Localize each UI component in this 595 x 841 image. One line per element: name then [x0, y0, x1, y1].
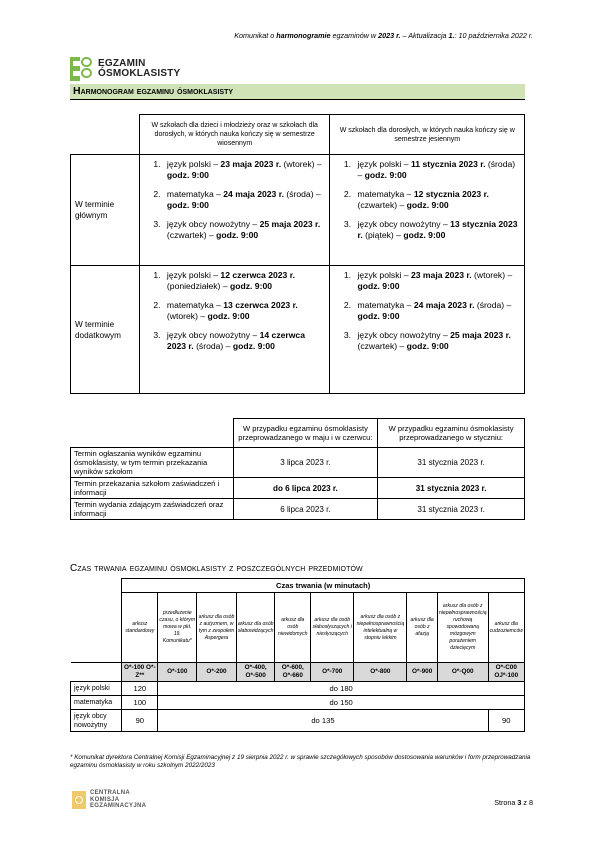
sheet-code: O*-700 — [311, 663, 354, 682]
exam-item: 1. język polski – 11 stycznia 2023 r. (środa) – godz. 9:00 — [353, 159, 520, 181]
results-row — [71, 499, 525, 520]
sheet-type-desc: arkusz dla cudzoziemców — [488, 593, 524, 663]
row-label: W terminie dodatkowym — [71, 266, 140, 394]
sheet-type-desc: arkusz standardowy — [122, 593, 158, 663]
sheet-code: O*-900 — [407, 663, 438, 682]
cke-emblem-icon — [72, 791, 86, 809]
duration-table — [70, 578, 525, 732]
duration-desc-row — [71, 593, 525, 663]
exam-item: 2. matematyka – 24 maja 2023 r. (środa) – godz. 9:00 — [163, 189, 326, 211]
exam-item: 1. język polski – 23 maja 2023 r. (wtorek) – godz. 9:00 — [353, 270, 520, 292]
footnote: * Komunikat dyrektora Centralnej Komisji Egzaminacyjnej z 19 sierpnia 2022 r. w sprawie szczegółowych sposobów dostosowania warunków i form przeprowadzania egzaminu ósmoklasisty w roku szkolnym 2022/2023 — [70, 754, 531, 769]
document-header: Komunikat o harmonogramie egzaminów w 2023 r. – Aktualizacja 1.: 10 października 2022 r. — [234, 31, 533, 40]
empty-cell — [71, 593, 122, 663]
exam-item: 3. język obcy nowożytny – 25 maja 2023 r. (czwartek) – godz. 9:00 — [353, 330, 520, 352]
results-row-label: Termin wydania zdającym zaświadczeń oraz informacji — [71, 499, 234, 520]
schedule-col2-header: W szkołach dla dorosłych, w których nauka kończy się w semestrze jesiennym — [330, 115, 525, 155]
results-col1-header: W przypadku egzaminu ósmoklasisty przeprowadzanego w maju i w czerwcu: — [233, 419, 378, 448]
sheet-type-desc: arkusz dla osób niewidomych — [275, 593, 311, 663]
empty-corner — [71, 579, 122, 593]
results-value: do 6 lipca 2023 r. — [233, 478, 378, 499]
subject-label: język obcy nowożytny — [71, 710, 122, 732]
exam-item: 3. język obcy nowożytny – 13 stycznia 2023 r. (piątek) – godz. 9:00 — [353, 219, 520, 241]
sheet-type-desc: arkusz dla osób z niepełnosprawnością intelektualną w stopniu lekkim — [354, 593, 407, 663]
duration-section-title: Czas trwania egzaminu ósmoklasisty z poszczególnych przedmiotów — [70, 563, 363, 574]
sheet-code: O*-600, O*-660 — [275, 663, 311, 682]
extended-time: do 135 — [158, 710, 488, 732]
duration-row — [71, 696, 525, 710]
exam-item: 3. język obcy nowożytny – 14 czerwca 2023 r. (środa) – godz. 9:00 — [163, 330, 326, 352]
foreigner-time: 90 — [488, 710, 524, 732]
extended-time: do 180 — [158, 682, 525, 696]
sheet-type-desc: arkusz dla osób z afazją — [407, 593, 438, 663]
schedule-cell — [139, 155, 330, 266]
egzamin-osmoklasisty-logo — [70, 57, 180, 81]
sheet-code: O*-Q00 — [437, 663, 488, 682]
schedule-col1-header: W szkołach dla dzieci i młodzieży oraz w szkołach dla dorosłych, w których nauka kończy się w semestrze wiosennym — [139, 115, 330, 155]
subject-label: język polski — [71, 682, 122, 696]
results-row — [71, 448, 525, 478]
results-table — [70, 418, 525, 520]
empty-corner — [71, 115, 140, 155]
exam-item: 1. język polski – 12 czerwca 2023 r. (poniedziałek) – godz. 9:00 — [163, 270, 326, 292]
sheet-type-desc: arkusz dla osób słabosłyszących i niesłyszących — [311, 593, 354, 663]
standard-time: 100 — [122, 696, 158, 710]
schedule-cell — [330, 155, 525, 266]
schedule-cell — [330, 266, 525, 394]
results-value: 31 stycznia 2023 r. — [378, 499, 525, 520]
e8-logo-icon — [70, 57, 94, 81]
results-row-label: Termin przekazania szkołom zaświadczeń i informacji — [71, 478, 234, 499]
section-title-bar — [70, 84, 525, 100]
exam-item: 2. matematyka – 24 maja 2023 r. (środa) – godz. 9:00 — [353, 300, 520, 322]
duration-code-row — [71, 663, 525, 682]
schedule-cell — [139, 266, 330, 394]
logo-text: EGZAMIN ÓSMOKLASISTY — [98, 58, 181, 79]
sheet-type-desc: przedłużenie czasu, o którym mowa w pkt. 19. Komunikatu* — [158, 593, 197, 663]
standard-time: 90 — [122, 710, 158, 732]
exam-item: 2. matematyka – 13 czerwca 2023 r. (wtorek) – godz. 9:00 — [163, 300, 326, 322]
standard-time: 120 — [122, 682, 158, 696]
results-value: 31 stycznia 2023 r. — [378, 448, 525, 478]
cke-logo — [72, 790, 146, 810]
sheet-code: O*-C00 OJ*-100 — [488, 663, 524, 682]
sheet-code: O*-200 — [197, 663, 237, 682]
sheet-code: O*-100 O*-Z** — [122, 663, 158, 682]
exam-item: 2. matematyka – 12 stycznia 2023 r. (czwartek) – godz. 9:00 — [353, 189, 520, 211]
results-value: 31 stycznia 2023 r. — [378, 478, 525, 499]
sheet-code: O*-800 — [354, 663, 407, 682]
results-row — [71, 478, 525, 499]
schedule-row — [71, 266, 525, 394]
extended-time: do 150 — [158, 696, 525, 710]
results-value: 3 lipca 2023 r. — [233, 448, 378, 478]
results-value: 6 lipca 2023 r. — [233, 499, 378, 520]
results-row-label: Termin ogłaszania wyników egzaminu ósmoklasisty, w tym termin przekazania wyników szkołom — [71, 448, 234, 478]
sheet-type-desc: arkusz dla osób z niepełnosprawnością ruchową spowodowaną mózgowym porażeniem dziecięcym — [437, 593, 488, 663]
duration-row — [71, 682, 525, 696]
sheet-type-desc: arkusz dla osób z autyzmem, w tym z zespołem Aspergera — [197, 593, 237, 663]
duration-row — [71, 710, 525, 732]
sheet-type-desc: arkusz dla osób słabowidzących — [236, 593, 275, 663]
row-label: W terminie głównym — [71, 155, 140, 266]
schedule-row — [71, 155, 525, 266]
cke-logo-text: CENTRALNA KOMISJA EGZAMINACYJNA — [90, 790, 147, 809]
exam-item: 3. język obcy nowożytny – 25 maja 2023 r. (czwartek) – godz. 9:00 — [163, 219, 326, 241]
subject-label: matematyka — [71, 696, 122, 710]
empty-corner — [71, 419, 234, 448]
schedule-table — [70, 114, 525, 394]
sheet-code: O*-100 — [158, 663, 197, 682]
results-col2-header: W przypadku egzaminu ósmoklasisty przeprowadzanego w styczniu: — [378, 419, 525, 448]
sheet-code: O*-400, O*-500 — [236, 663, 275, 682]
duration-header: Czas trwania (w minutach) — [122, 579, 525, 593]
page-number: Strona 3 z 8 — [494, 798, 533, 807]
page-title: Harmonogram egzaminu ósmoklasisty — [73, 85, 234, 97]
exam-item: 1. język polski – 23 maja 2023 r. (wtorek) – godz. 9:00 — [163, 159, 326, 181]
empty-cell — [71, 663, 122, 682]
